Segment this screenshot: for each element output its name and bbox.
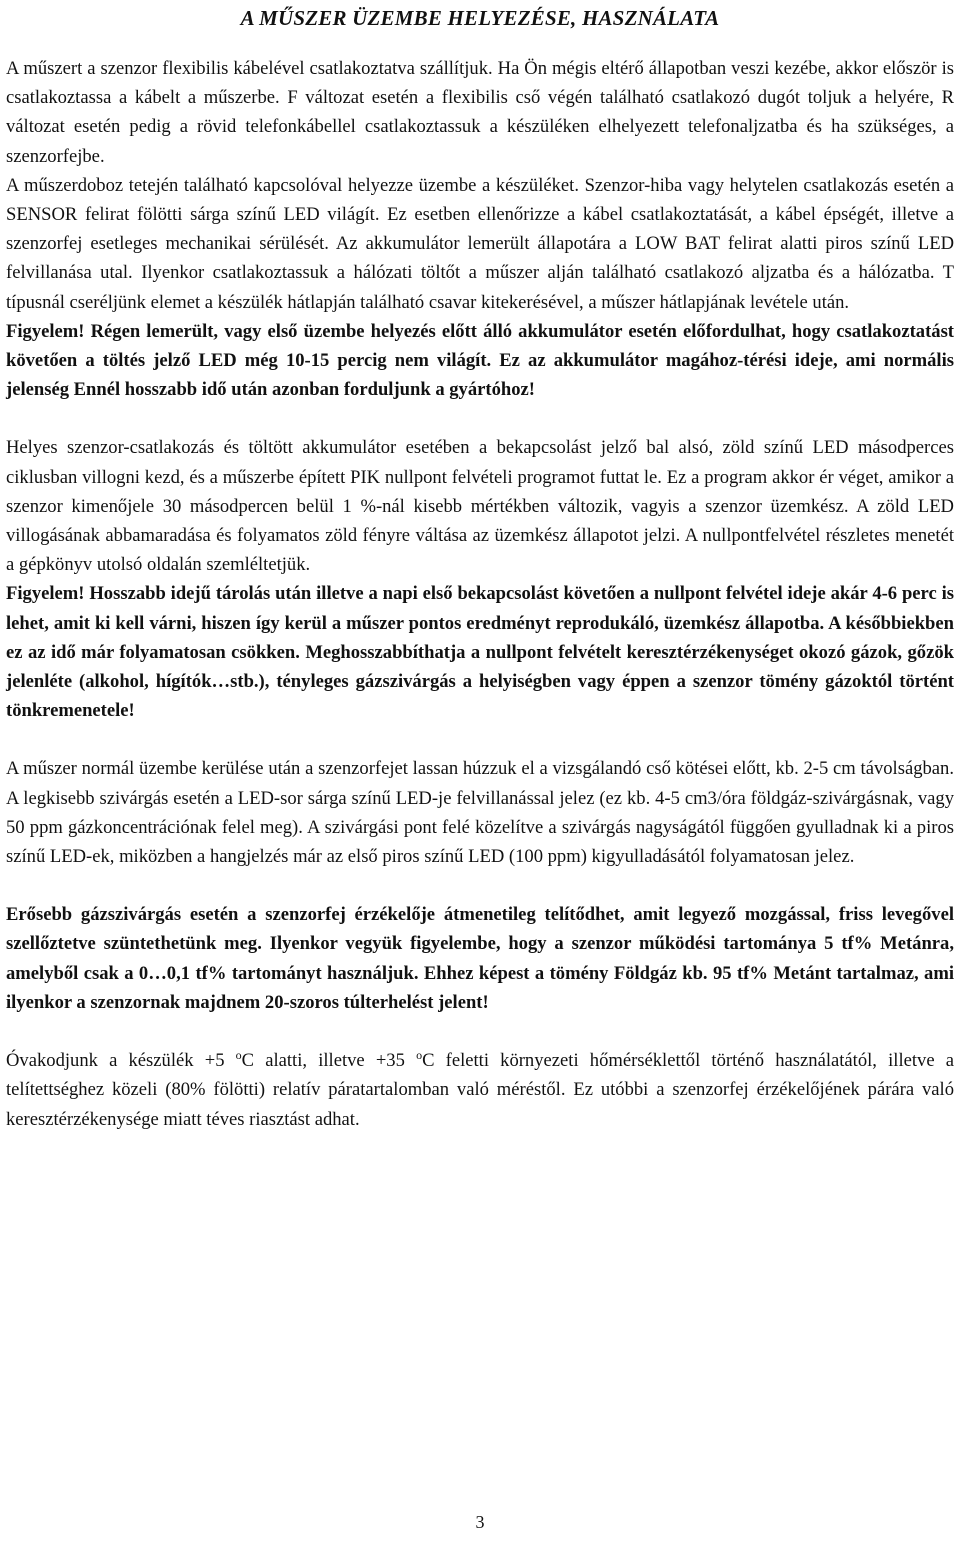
caution-text-part-2: C alatti, illetve +35 [241, 1050, 417, 1072]
document-page [6, 4, 954, 1134]
warning-battery-charging: Figyelem! Régen lemerült, vagy első üzembe helyezés előtt álló akkumulátor esetén előfordulhat, hogy csatlakoztatást követően a töltés jelző LED még 10-15 percig nem világít. Ez az akkumulátor magához-térési ideje, ami normális jelenség Ennél hosszabb idő után azonban forduljunk a gyártóhoz! [6, 320, 954, 401]
caution-text-part-1: Óvakodjunk a készülék +5 [6, 1050, 236, 1072]
degree-sign: o [235, 1048, 242, 1063]
paragraph-environment-caution [6, 1046, 954, 1134]
page-title: A MŰSZER ÜZEMBE HELYEZÉSE, HASZNÁLATA [240, 6, 720, 30]
paragraph-leak-detection: A műszer normál üzembe kerülése után a szenzorfejet lassan húzzuk el a vizsgálandó cső kötései előtt, kb. 2-5 cm távolságban. A legkisebb szivárgás esetén a LED-sor sárga színű LED-je felvillanással jelez (ez kb. 4-5 cm3/óra földgáz-szivárgásnak, vagy 50 ppm gázkoncentrációnak felel meg). A szivárgási pont felé közelítve a szivárgás nagyságától függően gyulladnak ki a piros színű LED-ek, miközben a hangjelzés már az első piros színű LED (100 ppm) kigyulladásától folyamatosan jelez. [6, 758, 954, 868]
paragraph-cable-connection: A műszert a szenzor flexibilis kábelével csatlakoztatva szállítjuk. Ha Ön mégis eltérő állapotban veszi kezébe, akkor először is csatlakoztassa a kábelt a műszerbe. F változat esetén a flexibilis cső végén található csatlakozó dugót toljuk a helyére, R változat esetén pedig a rövid telefonkábellel csatlakoztassuk a készüléken elhelyezett telefonaljzatba és ha szükséges, a szenzorfejbe. [6, 58, 954, 167]
warning-zero-point-time: Figyelem! Hosszabb idejű tárolás után illetve a napi első bekapcsolást követően a nullpont felvétel ideje akár 4-6 perc is lehet, amit ki kell várni, hiszen így kerül a műszer pontos eredményt reprodukáló, üzemkész állapotba. A későbbiekben ez az idő már folyamatosan csökken. Meghosszabbíthatja a nullpont felvételt keresztérzékenységet okozó gázok, gőzök jelenléte (alkohol, hígítók…stb.), tényleges gázszivárgás a helyiségben vagy éppen a szenzor tömény gázoktól történt tönkremenetele! [6, 583, 954, 722]
paragraph-zero-point: Helyes szenzor-csatlakozás és töltött akkumulátor esetében a bekapcsolást jelző bal alsó, zöld színű LED másodperces ciklusban villogni kezd, és a műszerbe épített PIK nullpont felvételi programot futtat le. Ez a program akkor ér véget, amikor a szenzor kimenőjele 30 másodpercen belül 1 %-nál kisebb mértékben változik, vagyis a szenzor üzemkész. A zöld LED villogásának abbamaradása és folyamatos zöld fényre váltása az üzemkész állapotot jelzi. A nullpontfelvétel részletes menetét a gépkönyv utolsó oldalán szemléltetjük. [6, 437, 954, 576]
degree-sign: o [416, 1048, 423, 1063]
caution-text-part-3: C feletti környezeti hőmérséklettől történő használatától, illetve a telítettséghez közeli (80% fölötti) relatív páratartalomban való méréstől. Ez utóbbi a szenzorfej érzékelőjének párára való keresztérzékenysége miatt téves riasztást adhat. [6, 1050, 954, 1130]
paragraph-sensor-saturation: Erősebb gázszivárgás esetén a szenzorfej érzékelője átmenetileg telítődhet, amit legyező mozgással, friss levegővel szellőztetve szüntethetünk meg. Ilyenkor vegyük figyelembe, hogy a szenzor működési tartománya 5 tf% Metánra, amelyből csak a 0…0,1 tf% tartományt használjuk. Ehhez képest a tömény Földgáz kb. 95 tf% Metánt tartalmaz, ami ilyenkor a szenzornak majdnem 20-szoros túlterhelést jelent! [6, 904, 954, 1013]
paragraph-power-on: A műszerdoboz tetején található kapcsolóval helyezze üzembe a készüléket. Szenzor-hiba vagy helytelen csatlakozás esetén a SENSOR felirat fölötti sárga színű LED világít. Ez esetben ellenőrizze a kábel csatlakoztatását, a kábel épségét, illetve a szenzorfej esetleges mechanikai sérülését. Az akkumulátor lemerült állapotára a LOW BAT felirat alatti piros színű LED felvillanása utal. Ilyenkor csatlakoztassuk a hálózati töltőt a műszer alján található csatlakozó aljzatba és a hálózatba. T típusnál cseréljünk elemet a készülék hátlapján található csavar kitekerésével, a műszer hátlapjának levétele után. [6, 174, 954, 313]
page-number: 3 [475, 1512, 485, 1532]
